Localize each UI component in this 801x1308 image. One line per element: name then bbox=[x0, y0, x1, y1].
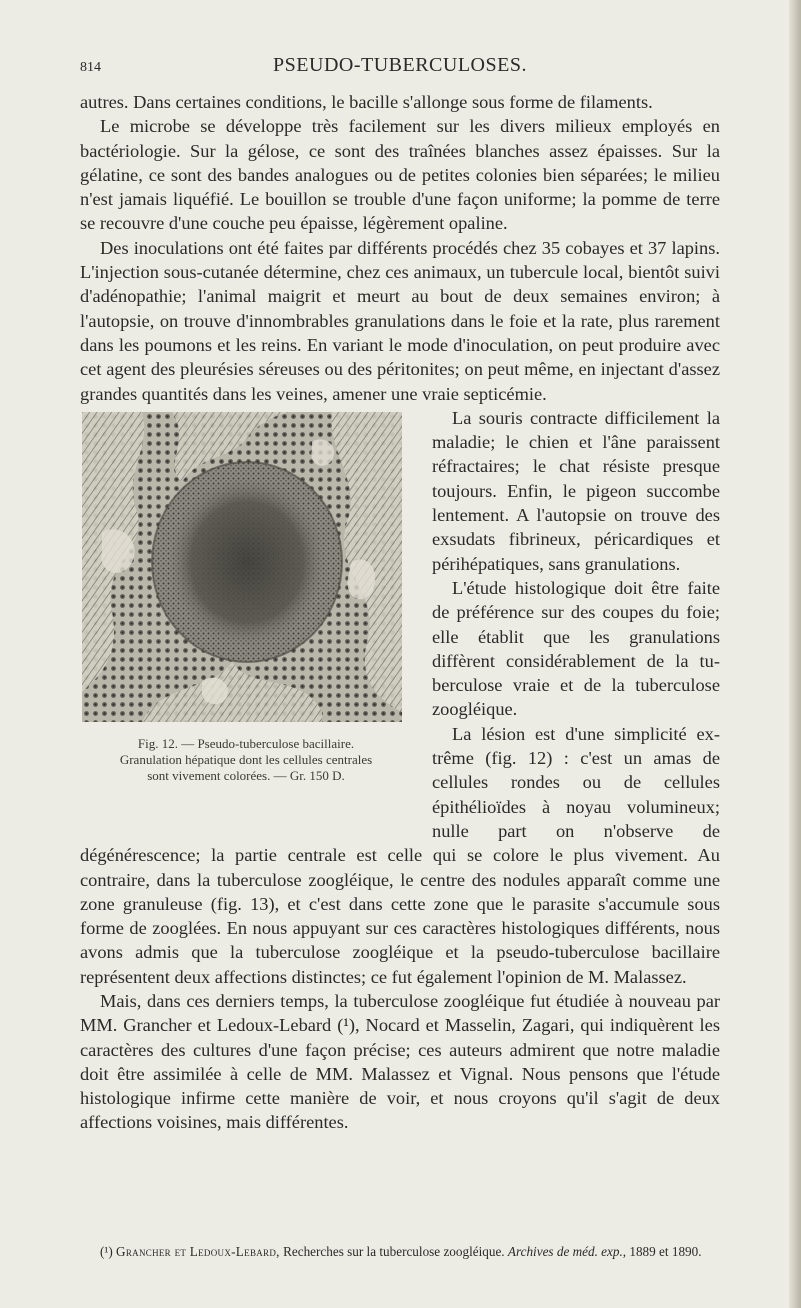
footnote-title: Recherches sur la tuberculose zoogléique. bbox=[279, 1244, 508, 1259]
page-edge bbox=[789, 0, 801, 1308]
paragraph-inoculations: Des inoculations ont été faites par différents procédés chez 35 cobayes et 37 lapins. L'injection sous-cutanée détermine, chez ces animaux, un tubercule local, bientôt suivi d'adénopathie; l'animal maigrit et meurt au bout de deux semaines environ; à l'autopsie, on trouve d'innombrables granulations dans le foie et la rate, plus rarement dans les poumons et les reins. En variant le mode d'inoculation, on peut produire avec cet agent des pleurésies séreuses ou des péritonites; on peut même, en injectant d'assez grandes quantités dans les veines, amener une vraie septicémie. bbox=[80, 237, 720, 404]
page-number: 814 bbox=[80, 60, 101, 75]
figure-caption bbox=[80, 736, 412, 784]
paragraph-cultures: Le microbe se développe très facilement sur les divers milieux employés en bactériologie. Sur la gélose, ce sont des traînées blanches assez épaisses. Sur la gélatine, ce sont des bandes analogues ou de petites colonies bien séparées; le milieu n'est jamais liquéfié. Le bouillon se trouble d'une façon uniforme; la pomme de terre se recouvre d'une couche peu épaisse, légèrement opaline. bbox=[80, 116, 720, 234]
footnote-authors: Grancher et Ledoux-Lebard, bbox=[116, 1244, 280, 1259]
footnote bbox=[80, 1243, 720, 1260]
body-text bbox=[80, 90, 720, 1135]
footnote-marker: (¹) bbox=[100, 1244, 113, 1259]
caption-line: sont vivement colorées. — Gr. 150 D. bbox=[147, 767, 345, 783]
caption-line: Granulation hépatique dont les cellules centrales bbox=[119, 751, 373, 767]
figure-12 bbox=[80, 412, 414, 816]
liver-granulation-engraving bbox=[82, 412, 402, 722]
histology-illustration bbox=[82, 412, 402, 722]
footnote-years: , 1889 et 1890. bbox=[622, 1244, 702, 1259]
paragraph-lesion: La lésion est d'une simplicité extrême (fig. 12) : c'est un amas de cellules rondes ou de cellules épithélioïdes à noyau volumineux; nulle part on n'observe de dégénérescence; la partie centrale est celle qui se colore le plus vivement. Au contraire, dans la tuberculose zoogléique, le centre des nodules apparaît comme une zone granuleuse (fig. 13), et c'est dans cette zone que le parasite s'accumule sous forme de zooglées. En nous appuyant sur ces caractères histologiques différents, nous avons admis que la tuberculose zoogléique et la pseudo-tuberculose bacillaire représentent deux affections distinctes; ce fut également l'opinion de M. Malassez. bbox=[80, 723, 720, 987]
paragraph-continuation: autres. Dans certaines conditions, le bacille s'allonge sous forme de filaments. bbox=[80, 92, 653, 112]
paragraph-animals: La souris contracte difficilement la maladie; le chien et l'âne paraissent réfractaires; le chat résiste presque toujours. Enfin, le pigeon succombe lentement. A l'autopsie on trouve des exsudats fibrineux, péricardiques et périhépatiques, sans granulations. bbox=[432, 407, 720, 574]
footnote-journal: Archives de méd. exp. bbox=[507, 1244, 623, 1259]
paragraph-histology: L'étude histologique doit être faite de préférence sur des coupes du foie; elle établit que les granulations diffèrent considérablement de la tuberculose vraie et de la tuberculose zoogléique. bbox=[432, 577, 720, 720]
running-header bbox=[80, 54, 720, 80]
paragraph-recent-studies: Mais, dans ces derniers temps, la tuberculose zoogléique fut étudiée à nouveau par MM. Grancher et Ledoux-Lebard (¹), Nocard et Masselin, Zagari, qui indiquèrent les caractères des cultures d'une façon précise; ces auteurs admirent que notre maladie doit être assimilée à celle de MM. Malassez et Vignal. Nous pensons que l'étude histologique infirme cette manière de voir, et nous croyons qu'il s'agit de deux affections voisines, mais différentes. bbox=[80, 990, 720, 1133]
running-title: PSEUDO-TUBERCULOSES. bbox=[273, 54, 527, 76]
caption-line: Fig. 12. — Pseudo-tuberculose bacillaire. bbox=[137, 735, 355, 751]
